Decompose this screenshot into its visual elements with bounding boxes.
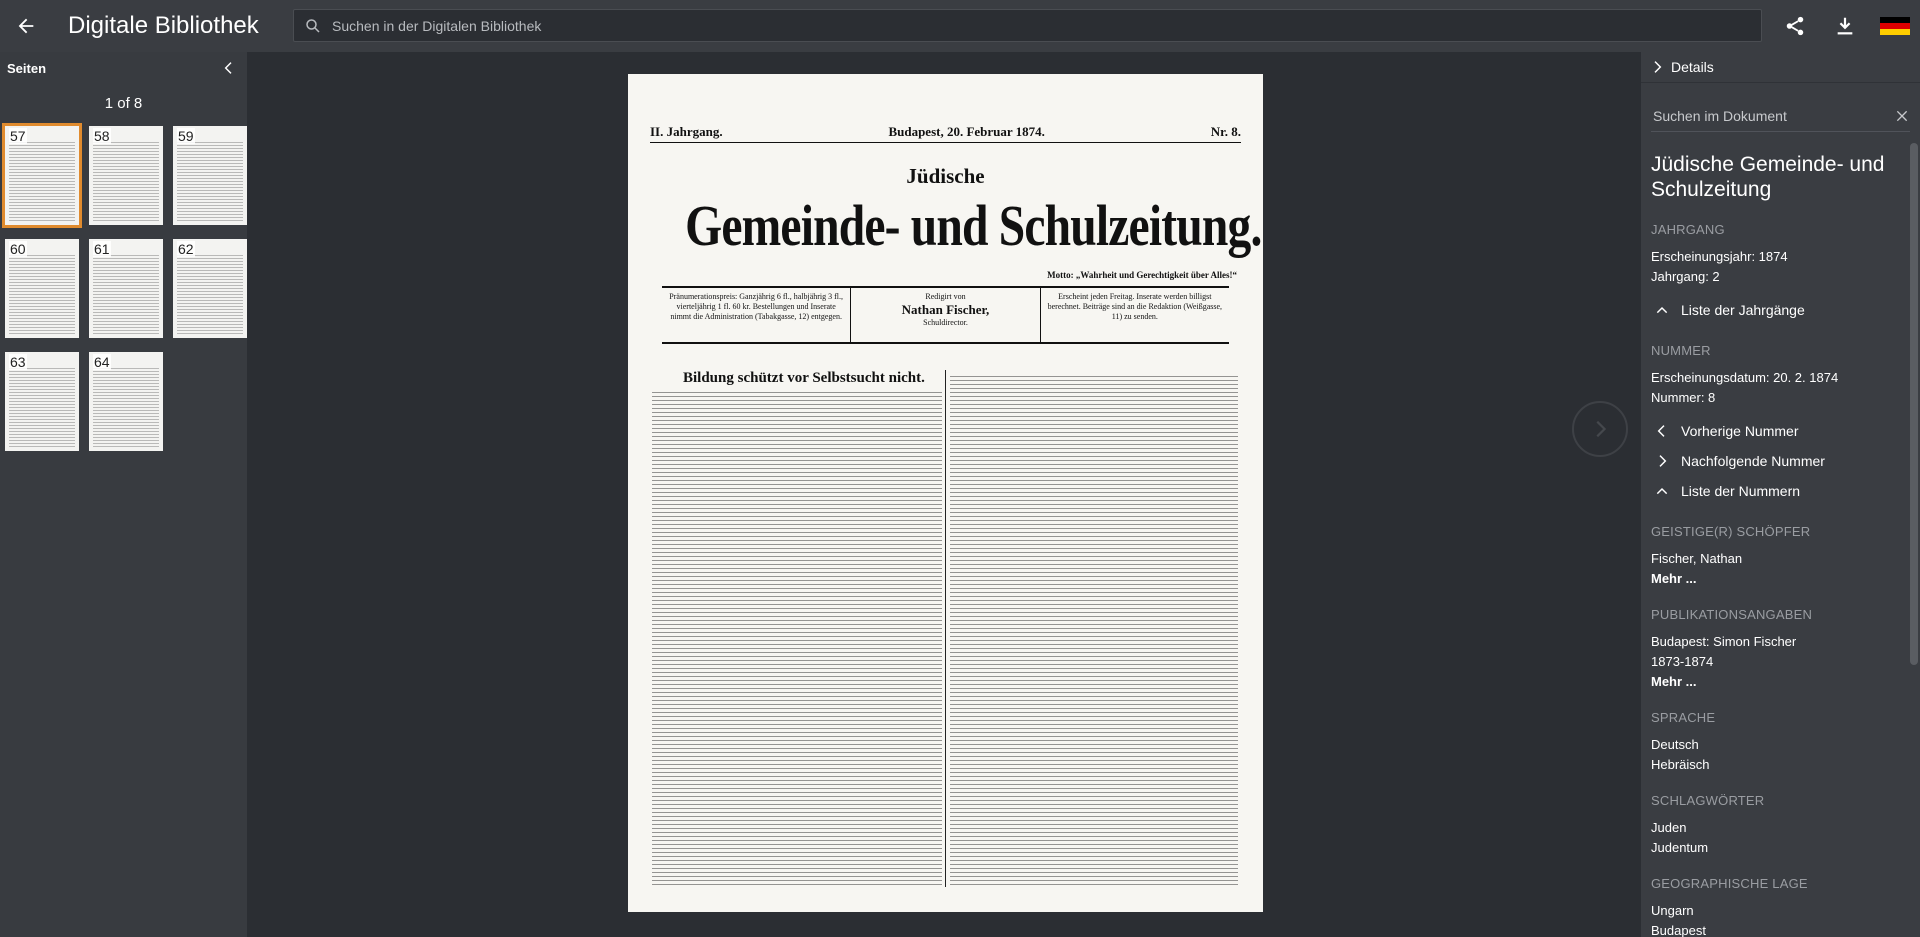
thumbnail-number: 59 [178,128,194,144]
document-search-input[interactable] [1651,108,1894,124]
newspaper-page[interactable] [628,74,1263,912]
chevron-right-icon [1651,453,1673,469]
section-label: PUBLIKATIONSANGABEN [1651,607,1813,622]
column-divider [945,370,946,887]
mehr-link[interactable]: Mehr ... [1651,674,1697,689]
thumbnail-page-63[interactable] [5,352,79,451]
download-button[interactable] [1820,0,1870,52]
sprache-value[interactable]: Hebräisch [1651,757,1710,772]
details-panel-label: Details [1671,59,1714,75]
section-label: NUMMER [1651,343,1711,358]
section-label: SPRACHE [1651,710,1716,725]
arrow-left-icon [15,15,37,37]
details-content [1641,152,1920,937]
pages-panel [0,52,247,937]
infobox-editor-top: Redigirt von [925,292,966,301]
schlagwort-value[interactable]: Judentum [1651,840,1709,855]
share-icon [1784,15,1806,37]
geo-value[interactable]: Budapest [1651,923,1706,937]
infobox-editor-name: Nathan Fischer, [901,302,990,317]
section-geo [1651,876,1902,937]
top-actions [1770,0,1920,52]
app-title[interactable]: Digitale Bibliothek [68,12,259,39]
search-icon [294,17,332,35]
text-column-right [950,376,1238,887]
document-viewer[interactable] [247,52,1641,937]
geo-value[interactable]: Ungarn [1651,903,1694,918]
place-date-label: Budapest, 20. Februar 1874. [888,124,1045,139]
details-scrollbar[interactable] [1910,143,1918,665]
erscheinungsdatum: Erscheinungsdatum: 20. 2. 1874 [1651,370,1839,385]
schoepfer-value[interactable]: Fischer, Nathan [1651,551,1743,566]
infobox-subscription: Pränumerationspreis: Ganzjährig 6 fl., halbjährig 3 fl., vierteljährig 1 fl. 60 kr. Bestellungen und Inserate nimmt die Administration (Tabakgasse, 12) entgegen. [669,292,844,321]
newspaper-motto: Motto: „Wahrheit und Gerechtigkeit über Alles!“ [1047,270,1237,280]
section-sprache [1651,710,1902,775]
chevron-left-icon[interactable] [221,60,237,76]
details-panel-header[interactable] [1641,52,1920,83]
nachfolgende-nummer-label: Nachfolgende Nummer [1681,453,1825,469]
mehr-link[interactable]: Mehr ... [1651,571,1697,586]
thumbnail-page-60[interactable] [5,239,79,338]
chevron-up-icon [1651,483,1673,499]
pages-panel-label: Seiten [7,60,47,76]
newspaper-pre-title: Jüdische [906,164,985,188]
liste-jahrgaenge-label: Liste der Jahrgänge [1681,302,1805,318]
section-publikation [1651,607,1902,692]
volume-label: II. Jahrgang. [650,124,723,139]
thumbnail-number: 62 [178,241,194,257]
close-icon[interactable] [1894,108,1910,124]
nachfolgende-nummer-link[interactable] [1651,446,1902,476]
infobox-publishing: Erscheint jeden Freitag. Inserate werden billigst berechnet. Beiträge sind an die Redaktion (Weißgasse, 11) zu senden. [1040,288,1229,342]
liste-nummern-link[interactable] [1651,476,1902,506]
thumbnail-page-58[interactable] [89,126,163,225]
details-panel [1641,52,1920,937]
section-label: GEOGRAPHISCHE LAGE [1651,876,1808,891]
liste-jahrgaenge-link[interactable] [1651,295,1902,325]
thumbnail-number: 64 [94,354,110,370]
jahrgang-value: Jahrgang: 2 [1651,269,1720,284]
thumbnail-number: 60 [10,241,26,257]
language-button[interactable] [1870,0,1920,52]
infobox-editor-sub: Schuldirector. [923,318,968,328]
section-label: JAHRGANG [1651,222,1725,237]
chevron-right-icon[interactable] [1649,59,1665,75]
thumbnail-page-61[interactable] [89,239,163,338]
thumbnail-page-62[interactable] [173,239,247,338]
section-label: SCHLAGWÖRTER [1651,793,1765,808]
publikation-value: Budapest: Simon Fischer [1651,634,1797,649]
publikation-years: 1873-1874 [1651,654,1714,669]
chevron-right-icon [1589,418,1611,440]
pages-panel-header [0,52,247,84]
chevron-up-icon [1651,302,1673,318]
section-jahrgang [1651,222,1902,325]
share-button[interactable] [1770,0,1820,52]
article-title: Bildung schützt vor Selbstsucht nicht. [683,370,925,386]
liste-nummern-label: Liste der Nummern [1681,483,1801,499]
section-schoepfer [1651,524,1902,589]
back-button[interactable] [0,0,52,52]
issue-label: Nr. 8. [1210,124,1241,139]
sprache-value[interactable]: Deutsch [1651,737,1699,752]
thumbnail-number: 61 [94,241,110,257]
next-page-button[interactable] [1572,401,1628,457]
newspaper-infobox [662,286,1229,344]
page-header [650,124,1241,143]
thumbnail-page-57[interactable] [5,126,79,225]
nummer-value: Nummer: 8 [1651,390,1716,405]
vorherige-nummer-link[interactable] [1651,416,1902,446]
chevron-left-icon [1651,423,1673,439]
thumbnail-number: 63 [10,354,26,370]
infobox-editor [850,288,1039,342]
thumbnail-page-64[interactable] [89,352,163,451]
download-icon [1834,15,1856,37]
vorherige-nummer-label: Vorherige Nummer [1681,423,1799,439]
global-search[interactable] [293,9,1762,42]
erscheinungsjahr: Erscheinungsjahr: 1874 [1651,249,1788,264]
document-title: Jüdische Gemeinde- und Schulzeitung [1651,153,1885,201]
text-column-left [652,392,942,887]
document-search[interactable] [1651,100,1910,132]
section-label: GEISTIGE(R) SCHÖPFER [1651,524,1811,539]
thumbnail-number: 57 [10,128,26,144]
thumbnail-page-59[interactable] [173,126,247,225]
thumbnail-grid [0,126,247,451]
page-counter: 1 of 8 [104,95,143,112]
top-bar [0,0,1920,52]
german-flag-icon [1880,17,1910,35]
section-schlagwoerter [1651,793,1902,858]
section-nummer [1651,343,1902,506]
schlagwort-value[interactable]: Juden [1651,820,1687,835]
thumbnail-number: 58 [94,128,110,144]
newspaper-title: Gemeinde- und Schulzeitung. [685,193,1262,258]
global-search-input[interactable] [332,18,1761,34]
